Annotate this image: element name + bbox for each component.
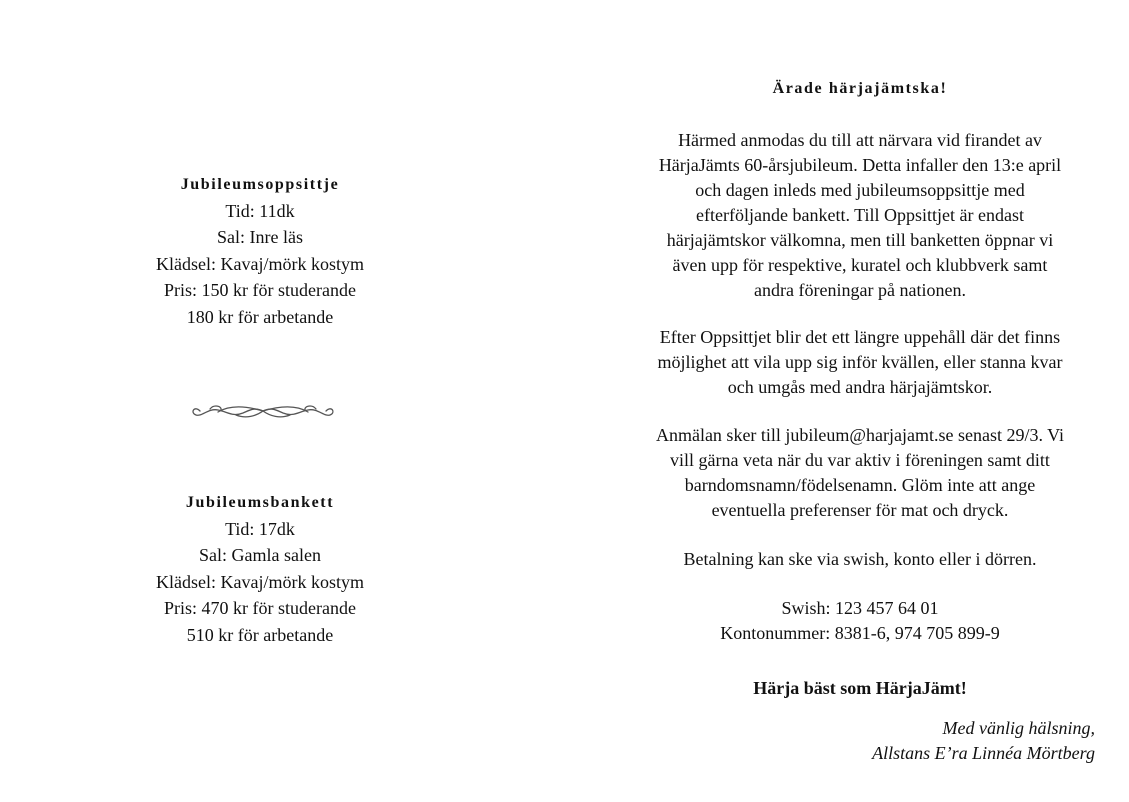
bankett-dresscode: Klädsel: Kavaj/mörk kostym [156,571,364,592]
bankett-heading: Jubileumsbankett [185,494,335,511]
oppsittje-details [0,172,520,330]
signoff [872,716,1095,766]
oppsittje-price-worker: 180 kr för arbetande [186,306,334,327]
oppsittje-time: Tid: 11dk [225,201,295,221]
account-number: Kontonummer: 8381-6, 974 705 899-9 [720,623,1000,643]
payment-paragraph: Betalning kan ske via swish, konto eller i dörren. [683,549,1037,569]
registration-paragraph: Anmälan sker till jubileum@harjajamt.se senast 29/3. Vi vill gärna veta när du var aktiv i föreningen samt ditt barndomsnamn/födelsenamn. Glöm inte att ange eventuella preferenser för mat och dryck. [655,425,1065,520]
motto: Härja bäst som HärjaJämt! [753,678,967,698]
break-info-paragraph: Efter Oppsittjet blir det ett längre uppehåll där det finns möjlighet att vila upp sig inför kvällen, eller stanna kvar och umgås med andra härjajämtskor. [657,327,1063,397]
signature-name: Allstans E’ra Linnéa Mörtberg [872,743,1095,763]
invitation-paragraph: Härmed anmodas du till att närvara vid firandet av HärjaJämts 60-årsjubileum. Detta infaller den 13:e april och dagen inleds med jubileumsoppsittje med efterföljande bankett. Till Oppsittjet är endast härjajämtskor välkomna, men till banketten öppnar vi även upp för respektive, kuratel och klubbverk samt andra föreningar på nationen. [658,130,1062,300]
oppsittje-hall: Sal: Inre läs [217,227,303,248]
right-page [590,0,1129,802]
flourish-divider-ornament [188,400,338,422]
bankett-price-student: Pris: 470 kr för studerande [164,598,356,619]
left-page [0,0,520,802]
closing-phrase: Med vänlig hälsning, [942,718,1095,738]
letter-greeting: Ärade härjajämtska! [772,80,948,97]
bankett-time: Tid: 17dk [225,519,295,539]
bankett-details [0,490,520,648]
swish-number: Swish: 123 457 64 01 [781,598,939,618]
payment-details [590,596,1129,646]
oppsittje-heading: Jubileumsoppsittje [180,176,340,193]
bankett-price-worker: 510 kr för arbetande [186,624,334,645]
oppsittje-dresscode: Klädsel: Kavaj/mörk kostym [156,253,364,274]
oppsittje-price-student: Pris: 150 kr för studerande [164,280,356,301]
bankett-hall: Sal: Gamla salen [199,545,321,566]
